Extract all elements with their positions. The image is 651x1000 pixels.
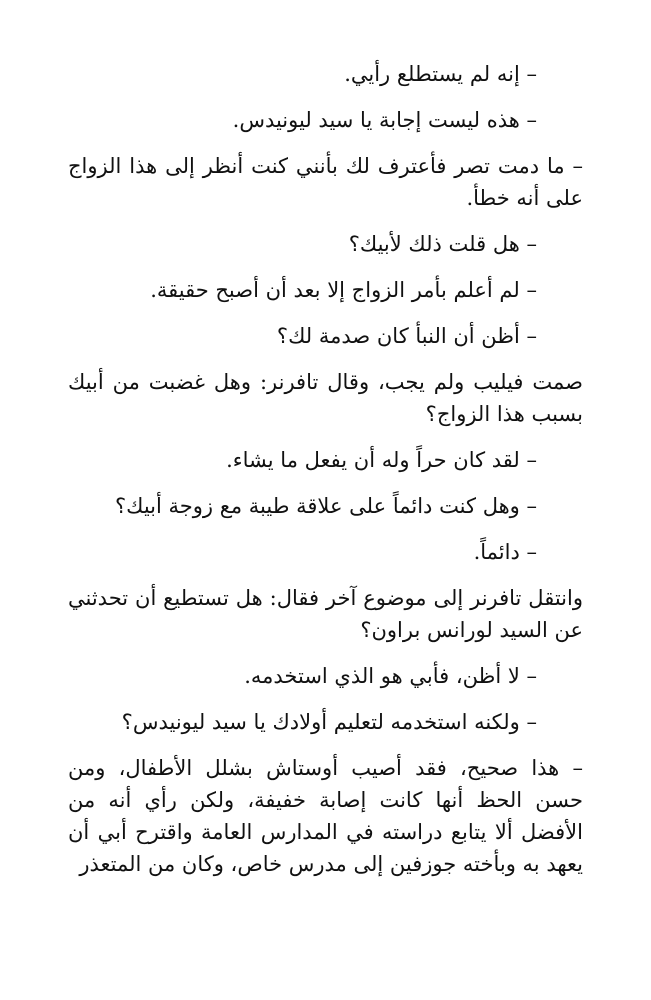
dialogue-line: – ما دمت تصر فأعترف لك بأنني كنت أنظر إلى هذا الزواج على أنه خطأ.	[68, 154, 583, 210]
dialogue-line: – لا أظن، فأبي هو الذي استخدمه.	[244, 664, 537, 688]
dialogue-line: – لقد كان حراً وله أن يفعل ما يشاء.	[226, 448, 537, 472]
dialogue-line: – إنه لم يستطلع رأيي.	[344, 62, 537, 86]
narration-paragraph: صمت فيليب ولم يجب، وقال تافرنر: وهل غضبت من أبيك بسبب هذا الزواج؟	[68, 370, 583, 426]
dialogue-line: – أظن أن النبأ كان صدمة لك؟	[276, 324, 537, 348]
dialogue-line: – لم أعلم بأمر الزواج إلا بعد أن أصبح حقيقة.	[150, 278, 537, 302]
dialogue-line: – ولكنه استخدمه لتعليم أولادك يا سيد ليونيدس؟	[121, 710, 537, 734]
dialogue-paragraph: – هذا صحيح، فقد أصيب أوستاش بشلل الأطفال، ومن حسن الحظ أنها كانت إصابة خفيفة، ولكن رأي أنه من الأفضل ألا يتابع دراسته في المدارس العامة واقترح أبي أن يعهد به وبأخته جوزفين إلى مدرس خاص، وكان من المتعذر	[68, 756, 583, 876]
dialogue-line: – هل قلت ذلك لأبيك؟	[348, 232, 537, 256]
dialogue-line: – هذه ليست إجابة يا سيد ليونيدس.	[232, 108, 537, 132]
dialogue-line: – وهل كنت دائماً على علاقة طيبة مع زوجة أبيك؟	[114, 494, 537, 518]
narration-paragraph: وانتقل تافرنر إلى موضوع آخر فقال: هل تستطيع أن تحدثني عن السيد لورانس براون؟	[68, 586, 583, 642]
dialogue-line: – دائماً.	[473, 540, 537, 564]
